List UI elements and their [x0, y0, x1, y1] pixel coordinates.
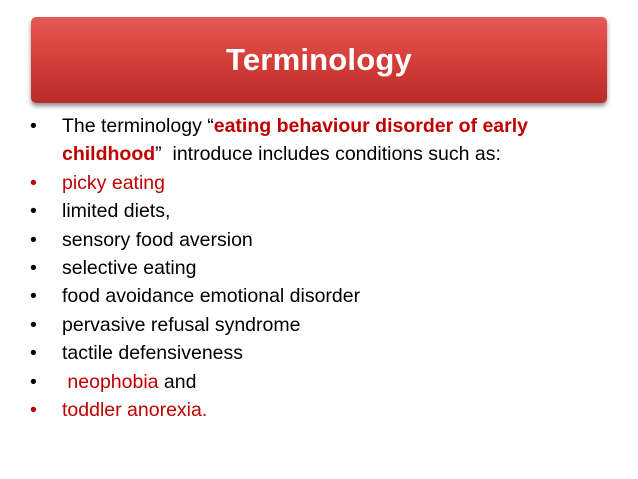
list-item-last: [30, 396, 620, 424]
neophobia-tail: and: [158, 370, 197, 393]
bullet-icon: •: [30, 115, 37, 137]
list-item: [30, 339, 620, 367]
list-item-text: limited diets,: [62, 200, 171, 223]
list-item: [30, 197, 620, 225]
list-item: [30, 311, 620, 339]
bullet-icon: •: [30, 285, 37, 308]
intro-suffix: ” introduce includes conditions such as:: [155, 143, 501, 166]
list-item-text: sensory food aversion: [62, 228, 253, 251]
bullet-icon: •: [30, 228, 37, 251]
bullet-icon: •: [30, 200, 37, 223]
bullet-icon: •: [30, 171, 37, 194]
slide-title: Terminology: [226, 42, 412, 77]
intro-prefix: The terminology “: [62, 115, 214, 137]
list-item: [30, 226, 620, 254]
intro-line2: [62, 140, 620, 168]
intro-bullet: [30, 112, 620, 169]
neophobia-word: neophobia: [67, 370, 159, 393]
bullet-icon: •: [30, 313, 37, 336]
list-item: [30, 254, 620, 282]
list-item-text: toddler anorexia.: [62, 399, 208, 422]
bullet-icon: •: [30, 370, 37, 393]
list-item-text: pervasive refusal syndrome: [62, 313, 301, 336]
intro-highlight-line2: childhood: [62, 143, 156, 166]
list-item: [30, 169, 620, 197]
list-item-text: selective eating: [62, 257, 197, 280]
intro-highlight-line1: eating behaviour disorder of early: [213, 115, 528, 137]
list-item: [30, 282, 620, 310]
list-item-text: food avoidance emotional disorder: [62, 285, 361, 308]
bullet-icon: •: [30, 342, 37, 365]
list-item-text: picky eating: [62, 171, 165, 194]
title-banner: [31, 17, 607, 103]
list-item-neophobia: [30, 368, 620, 396]
bullet-icon: •: [30, 257, 37, 280]
bullet-icon: •: [30, 399, 37, 422]
bullet-list: [30, 112, 620, 424]
list-item-text: tactile defensiveness: [62, 342, 244, 365]
